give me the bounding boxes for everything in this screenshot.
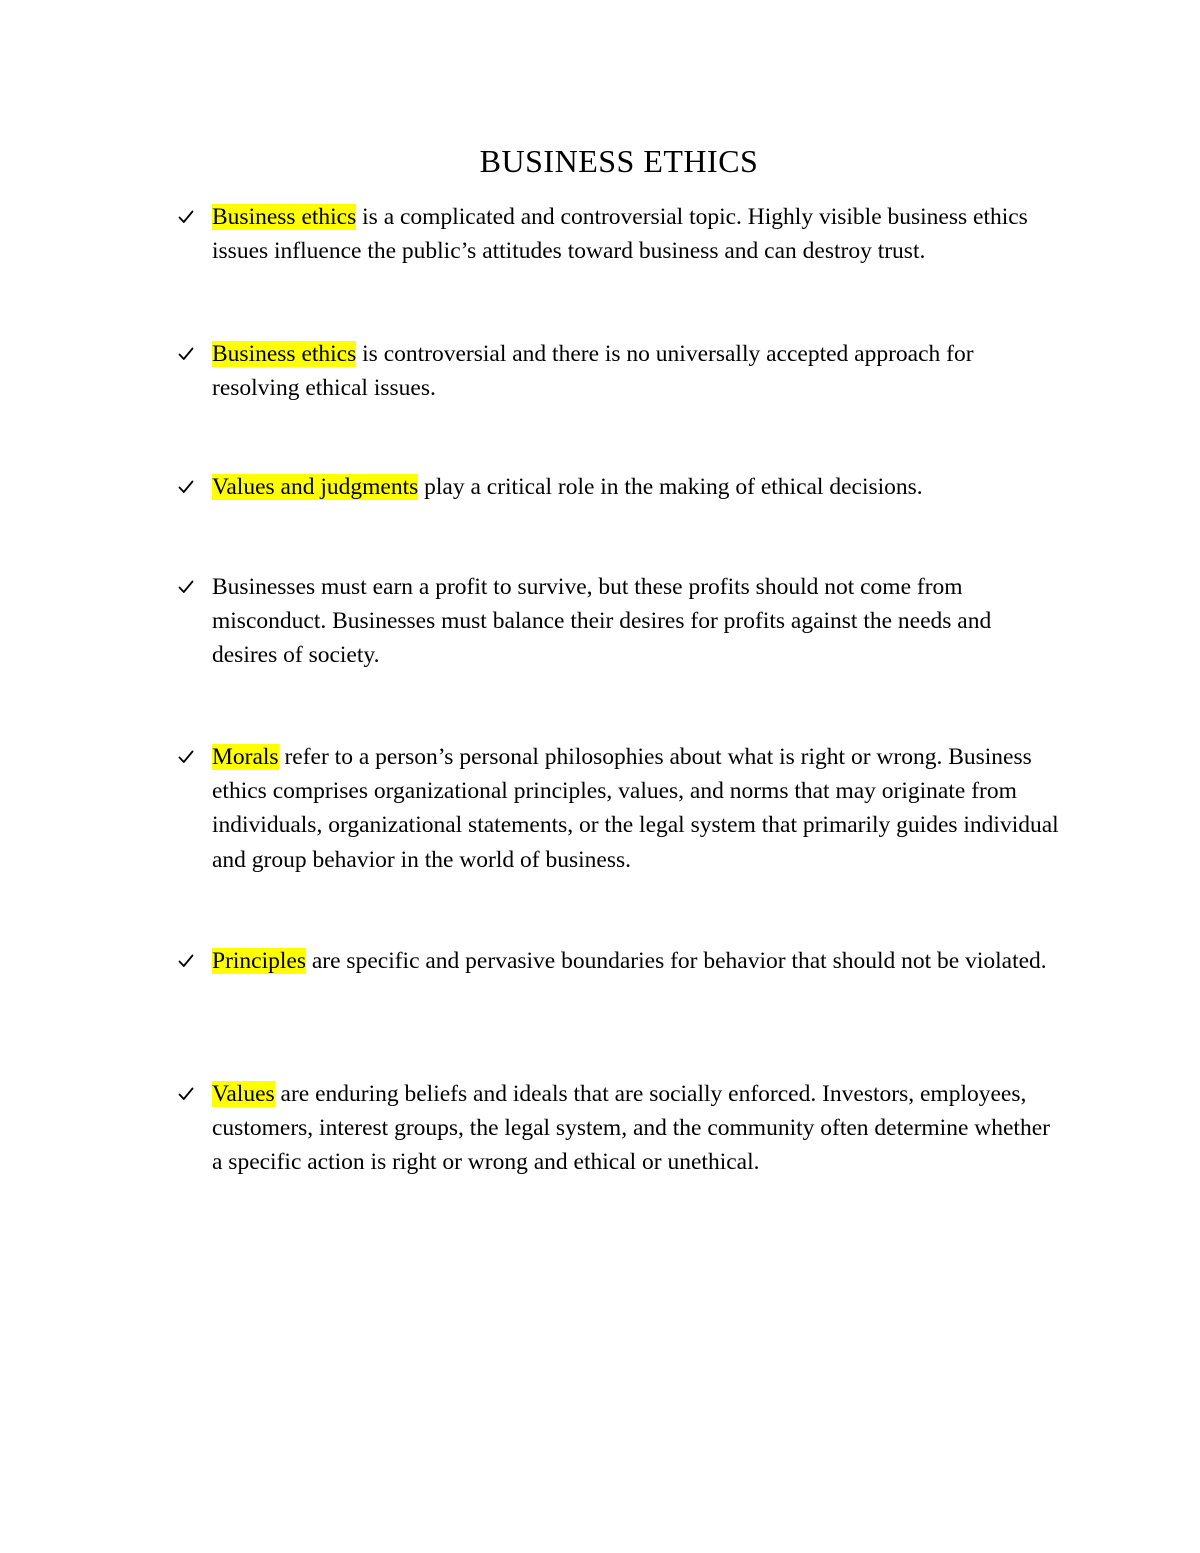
item-text: is a complicated and controversial topic. Highly visible business ethics issues influence the public’s attitudes toward business and can destroy trust. (212, 204, 1028, 265)
list-item (212, 200, 1062, 268)
item-text: are specific and pervasive boundaries for behavior that should not be violated. (306, 948, 1047, 974)
highlighted-term: Values and judgments (212, 474, 419, 500)
highlighted-term: Principles (212, 948, 306, 974)
list-item (212, 740, 1062, 877)
highlighted-term: Business ethics (212, 204, 357, 230)
highlighted-term: Business ethics (212, 341, 357, 367)
checkmark-icon (178, 570, 200, 604)
item-text: Businesses must earn a profit to survive, but these profits should not come from misconduct. Businesses must balance their desires for profits against the needs and desires of society. (212, 574, 992, 669)
highlighted-term: Morals (212, 744, 279, 770)
list-item (212, 470, 1062, 504)
item-text: play a critical role in the making of ethical decisions. (418, 474, 923, 500)
list-item (212, 944, 1062, 978)
item-text: are enduring beliefs and ideals that are socially enforced. Investors, employees, customers, interest groups, the legal system, and the community often determine whether a specific action is right or wrong and ethical or unethical. (212, 1081, 1050, 1176)
list-item (212, 1077, 1062, 1180)
item-text: is controversial and there is no universally accepted approach for resolving ethical issues. (212, 341, 974, 402)
checkmark-icon (178, 740, 200, 774)
list-item (212, 337, 1062, 405)
page-title: BUSINESS ETHICS (479, 143, 759, 179)
checkmark-icon (178, 1077, 200, 1111)
checkmark-icon (178, 470, 200, 504)
checkmark-icon (178, 944, 200, 978)
highlighted-term: Values (212, 1081, 275, 1107)
list-item (212, 570, 1062, 673)
checkmark-icon (178, 337, 200, 371)
item-text: refer to a person’s personal philosophies about what is right or wrong. Business ethics comprises organizational principles, values, and norms that may originate from individuals, organizational statements, or the legal system that primarily guides individual and group behavior in the world of business. (212, 744, 1059, 873)
checkmark-icon (178, 200, 200, 234)
